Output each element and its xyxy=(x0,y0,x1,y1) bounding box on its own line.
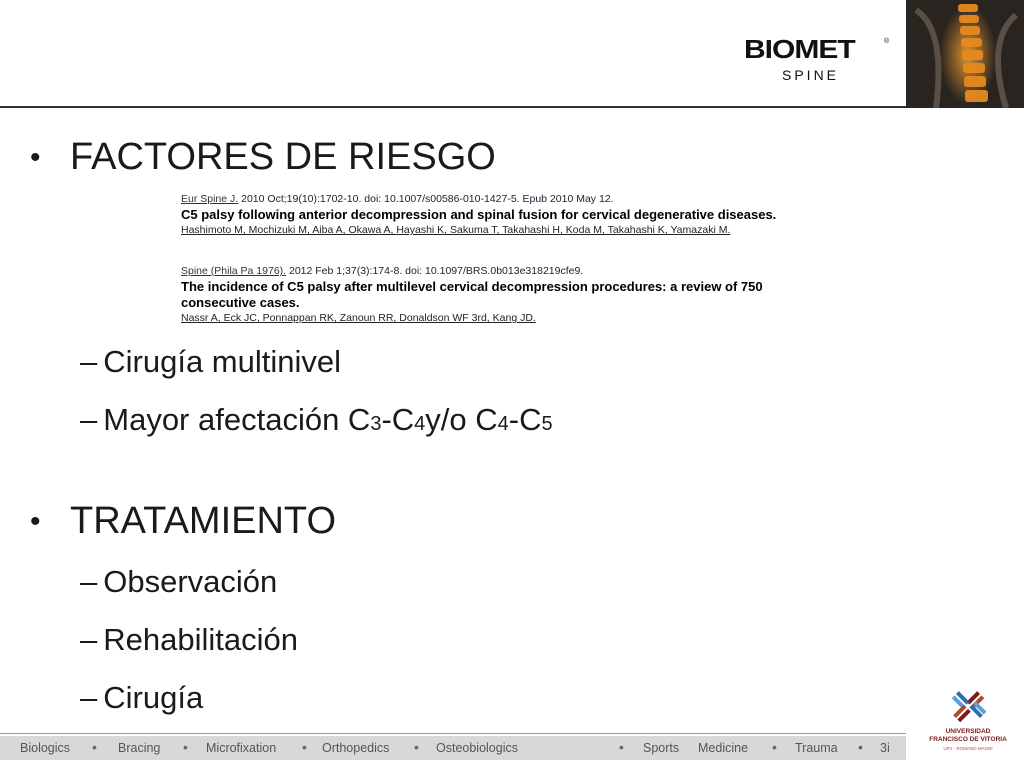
reference-citations xyxy=(181,192,841,352)
footer-item-osteobiologics: Osteobiologics xyxy=(436,741,518,755)
footer-separator: • xyxy=(183,739,188,755)
footer-separator: • xyxy=(92,739,97,755)
risk-item-multilevel: – Cirugía multinivel xyxy=(80,344,342,379)
treatment-item-rehabilitation: – Rehabilitación xyxy=(80,622,298,657)
bullet-dot: • xyxy=(30,504,41,538)
section-title-risk-factors: FACTORES DE RIESGO xyxy=(70,136,496,178)
footer-separator: • xyxy=(302,739,307,755)
university-emblem-icon xyxy=(918,684,1018,728)
reference-2-journal[interactable]: Spine (Phila Pa 1976). xyxy=(181,265,287,277)
spine-xray-image xyxy=(906,0,1024,108)
footer-separator: • xyxy=(414,739,419,755)
footer-separator: • xyxy=(619,739,624,755)
footer-item-biologics: Biologics xyxy=(20,741,71,755)
footer-item-3i: 3i xyxy=(880,741,890,755)
dash: – xyxy=(80,564,98,599)
reference-1-citation: 2010 Oct;19(10):1702-10. doi: 10.1007/s00586-010-1427-5. Epub 2010 May 12. xyxy=(238,193,614,205)
reference-1 xyxy=(181,192,841,238)
bullet-dot: • xyxy=(30,140,41,174)
footer-separator: • xyxy=(858,739,863,755)
footer-item-microfixation: Microfixation xyxy=(206,741,277,755)
reference-2-authors: Nassr A, Eck JC, Ponnappan RK, Zanoun RR, Donaldson WF 3rd, Kang JD. xyxy=(181,312,536,324)
footer-item-orthopedics: Orthopedics xyxy=(322,741,390,755)
bullet-treatment xyxy=(30,500,336,543)
risk-item-levels: – Mayor afectación C 3 -C 4 y/o C 4 -C 5 xyxy=(80,402,553,437)
footer-divider xyxy=(0,733,906,734)
dash: – xyxy=(80,344,98,379)
section-title-treatment: TRATAMIENTO xyxy=(70,500,336,542)
bullet-risk-factors xyxy=(30,136,496,179)
footer-item-trauma: Trauma xyxy=(795,741,838,755)
treatment-item-surgery: – Cirugía xyxy=(80,680,204,715)
university-logo xyxy=(918,684,1018,764)
biomet-spine-logo xyxy=(744,36,894,86)
footer-separator: • xyxy=(772,739,777,755)
footer-item-bracing: Bracing xyxy=(118,741,161,755)
logo-subtitle: SPINE xyxy=(782,67,840,83)
university-name: UNIVERSIDAD FRANCISCO DE VITORIA xyxy=(929,728,1007,743)
reference-1-title: C5 palsy following anterior decompression and spinal fusion for cervical degenerative diseases. xyxy=(181,207,777,222)
treatment-item-observation: – Observación xyxy=(80,564,278,599)
dash: – xyxy=(80,680,98,715)
dash: – xyxy=(80,622,98,657)
logo-registered-mark: ® xyxy=(884,38,890,45)
reference-2 xyxy=(181,264,841,326)
logo-wordmark: BIOMET xyxy=(744,36,855,65)
footer-bar xyxy=(0,736,906,760)
dash: – xyxy=(80,402,98,437)
reference-1-authors: Hashimoto M, Mochizuki M, Aiba A, Okawa A, Hayashi K, Sakuma T, Takahashi H, Koda M, Takahashi K, Yamazaki M. xyxy=(181,224,731,236)
reference-2-citation: 2012 Feb 1;37(3):174-8. doi: 10.1097/BRS.0b013e318219cfe9. xyxy=(286,265,584,277)
header-divider xyxy=(0,106,906,108)
footer-item-medicine: Medicine xyxy=(698,741,749,755)
reference-2-title: The incidence of C5 palsy after multilevel cervical decompression procedures: a review of 750 consecutive cases. xyxy=(181,279,763,310)
university-motto: UFV · ROMANO MAGNI xyxy=(943,746,993,751)
footer-item-sports: Sports xyxy=(643,741,680,755)
reference-1-journal[interactable]: Eur Spine J. xyxy=(181,193,239,205)
